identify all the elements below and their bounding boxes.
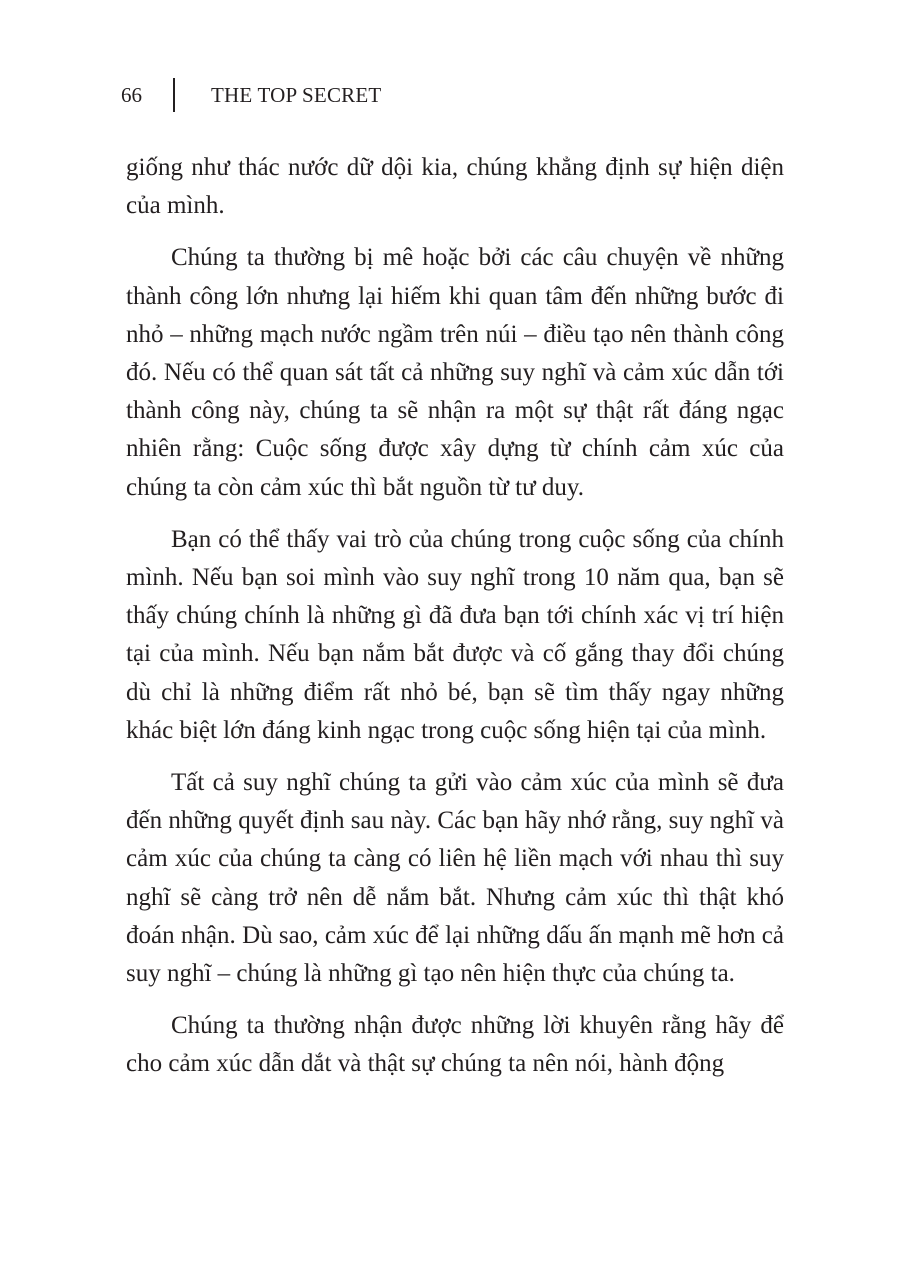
paragraph-continued: giống như thác nước dữ dội kia, chúng khẳng định sự hiện diện của mình. bbox=[126, 154, 784, 220]
page-number: 66 bbox=[121, 82, 142, 107]
paragraph: Chúng ta thường bị mê hoặc bởi các câu chuyện về những thành công lớn nhưng lại hiếm khi quan tâm đến những bước đi nhỏ – những mạch nước ngầm trên núi – điều tạo nên thành công đó. Nếu có thể quan sát tất cả những suy nghĩ và cảm xúc dẫn tới thành công này, chúng ta sẽ nhận ra một sự thật rất đáng ngạc nhiên rằng: Cuộc sống được xây dựng từ chính cảm xúc của chúng ta còn cảm xúc thì bắt nguồn từ tư duy. bbox=[126, 244, 784, 501]
running-title: THE TOP SECRET bbox=[211, 82, 382, 107]
page-header bbox=[121, 78, 381, 112]
header-divider bbox=[173, 78, 175, 112]
body-text bbox=[126, 149, 784, 1098]
paragraph: Tất cả suy nghĩ chúng ta gửi vào cảm xúc của mình sẽ đưa đến những quyết định sau này. Các bạn hãy nhớ rằng, suy nghĩ và cảm xúc của chúng ta càng có liên hệ liền mạch với nhau thì suy nghĩ sẽ càng trở nên dễ nắm bắt. Nhưng cảm xúc thì thật khó đoán nhận. Dù sao, cảm xúc để lại những dấu ấn mạnh mẽ hơn cả suy nghĩ – chúng là những gì tạo nên hiện thực của chúng ta. bbox=[126, 769, 784, 988]
paragraph: Chúng ta thường nhận được những lời khuyên rằng hãy để cho cảm xúc dẫn dắt và thật sự chúng ta nên nói, hành động bbox=[126, 1012, 784, 1078]
paragraph: Bạn có thể thấy vai trò của chúng trong cuộc sống của chính mình. Nếu bạn soi mình vào suy nghĩ trong 10 năm qua, bạn sẽ thấy chúng chính là những gì đã đưa bạn tới chính xác vị trí hiện tại của mình. Nếu bạn nắm bắt được và cố gắng thay đổi chúng dù chỉ là những điểm rất nhỏ bé, bạn sẽ tìm thấy ngay những khác biệt lớn đáng kinh ngạc trong cuộc sống hiện tại của mình. bbox=[126, 525, 784, 744]
